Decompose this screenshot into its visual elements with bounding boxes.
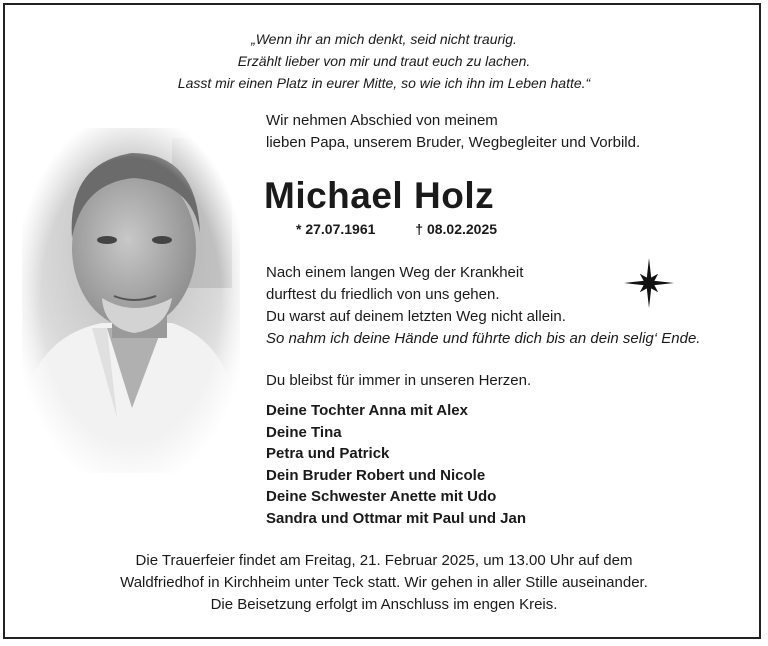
mourner-item: Deine Tochter Anna mit Alex [266, 402, 468, 419]
portrait-photo [22, 128, 240, 473]
quote-line: Erzählt lieber von mir und traut euch zu lachen. [237, 53, 531, 69]
memorial-quote [0, 28, 768, 94]
funeral-info-line: Die Trauerfeier findet am Freitag, 21. Februar 2025, um 13.00 Uhr auf dem [135, 552, 633, 569]
funeral-info [0, 550, 768, 616]
poem-line: durftest du friedlich von uns gehen. [266, 286, 500, 303]
intro-line: Wir nehmen Abschied von meinem [266, 112, 498, 129]
quote-line: Lasst mir einen Platz in eurer Mitte, so wie ich ihn im Leben hatte.“ [177, 75, 591, 91]
intro-line: lieben Papa, unserem Bruder, Wegbegleiter und Vorbild. [266, 134, 641, 151]
funeral-info-line: Waldfriedhof in Kirchheim unter Teck statt. Wir gehen in aller Stille auseinander. [120, 574, 648, 591]
quote-line: „Wenn ihr an mich denkt, seid nicht traurig. [251, 31, 517, 47]
poem-line-italic: So nahm ich deine Hände und führte dich bis an dein selig‘ Ende. [266, 330, 701, 347]
mourner-item: Sandra und Ottmar mit Paul und Jan [266, 509, 527, 527]
death-date: † 08.02.2025 [415, 221, 498, 237]
intro-text [266, 110, 640, 154]
mourner-item: Deine Tina [266, 423, 342, 441]
star-icon [624, 258, 674, 308]
mourner-item: Deine Schwester Anette mit Udo [266, 488, 497, 505]
mourners-list [266, 400, 526, 529]
mourner-item: Petra und Patrick [266, 445, 390, 462]
poem-line: Du warst auf deinem letzten Weg nicht allein. [266, 308, 566, 325]
deceased-name: Michael Holz [264, 175, 495, 216]
mourner-item: Dein Bruder Robert und Nicole [266, 466, 486, 484]
birth-date: * 27.07.1961 [296, 221, 376, 237]
remembrance-line: Du bleibst für immer in unseren Herzen. [266, 372, 532, 389]
poem-line: Nach einem langen Weg der Krankheit [266, 264, 524, 281]
life-dates [296, 221, 533, 237]
funeral-info-line: Die Beisetzung erfolgt im Anschluss im engen Kreis. [210, 596, 558, 613]
